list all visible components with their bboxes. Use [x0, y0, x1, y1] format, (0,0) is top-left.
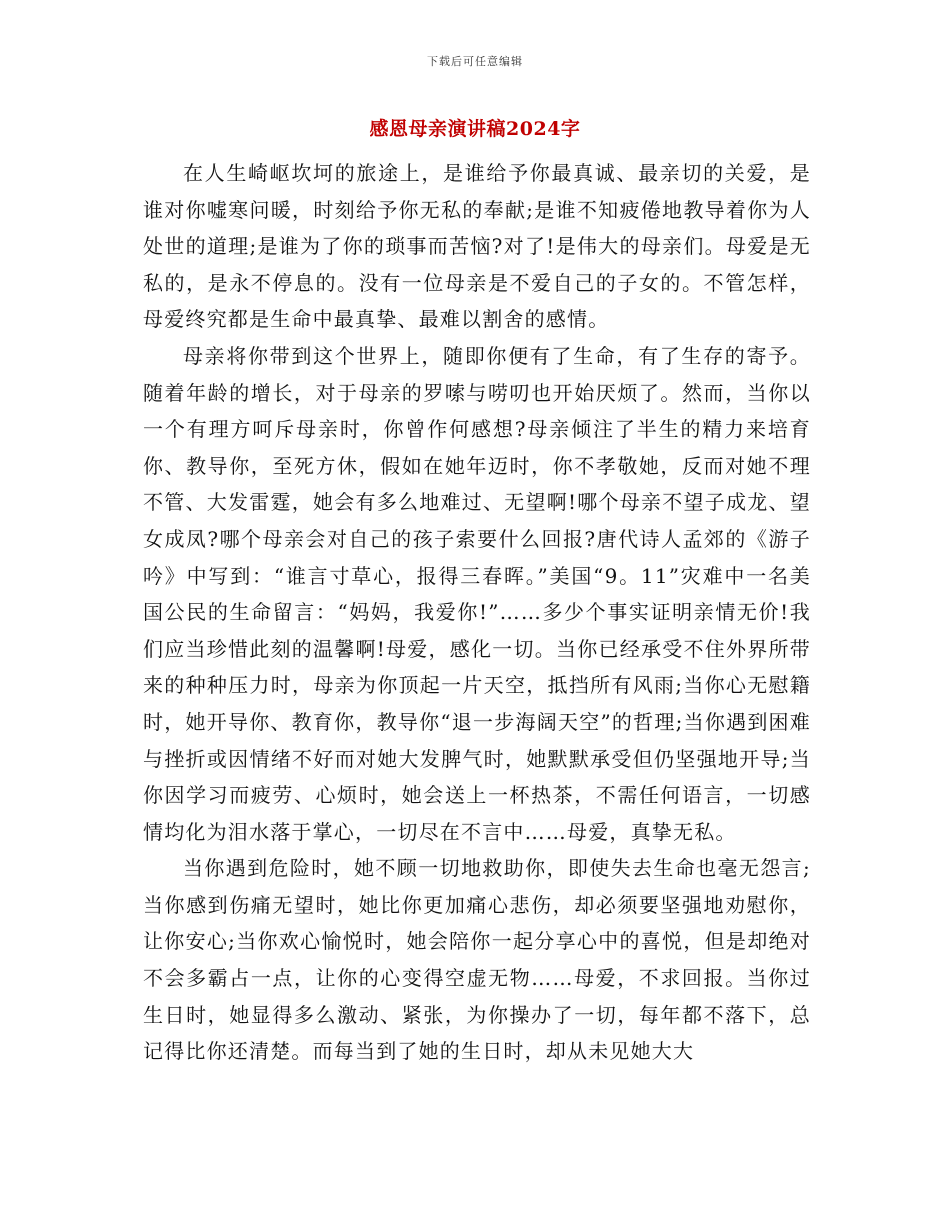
document-title: 感恩母亲演讲稿2024字: [369, 118, 581, 140]
document-body: [143, 155, 811, 1070]
paragraph: 当你遇到危险时，她不顾一切地救助你，即使失去生命也毫无怨言;当你感到伤痛无望时，她比你更加痛心悲伤，却必须要坚强地劝慰你，让你安心;当你欢心愉悦时，她会陪你一起分享心中的喜悦，但是却绝对不会多霸占一点，让你的心变得空虚无物……母爱，不求回报。当你过生日时，她显得多么激动、紧张，为你操办了一切，每年都不落下，总记得比你还清楚。而每当到了她的生日时，却从未见她大大: [143, 856, 811, 1064]
paragraph: 在人生崎岖坎坷的旅途上，是谁给予你最真诚、最亲切的关爱，是谁对你嘘寒问暖，时刻给予你无私的奉献;是谁不知疲倦地教导着你为人处世的道理;是谁为了你的琐事而苦恼?对了!是伟大的母亲们。母爱是无私的，是永不停息的。没有一位母亲是不爱自己的子女的。不管怎样，母爱终究都是生命中最真挚、最难以割舍的感情。: [143, 161, 811, 332]
paragraph: 母亲将你带到这个世界上，随即你便有了生命，有了生存的寄予。随着年龄的增长，对于母亲的罗嗦与唠叨也开始厌烦了。然而，当你以一个有理方呵斥母亲时，你曾作何感想?母亲倾注了半生的精力来培育你、教导你，至死方休，假如在她年迈时，你不孝敬她，反而对她不理不管、大发雷霆，她会有多么地难过、无望啊!哪个母亲不望子成龙、望女成凤?哪个母亲会对自己的孩子索要什么回报?唐代诗人孟郊的《游子吟》中写到：“谁言寸草心，报得三春晖。”美国“9。11”灾难中一名美国公民的生命留言：“妈妈，我爱你!”……多少个事实证明亲情无价!我们应当珍惜此刻的温馨啊!母爱，感化一切。当你已经承受不住外界所带来的种种压力时，母亲为你顶起一片天空，抵挡所有风雨;当你心无慰籍时，她开导你、教育你，教导你“退一步海阔天空”的哲理;当你遇到困难与挫折或因情绪不好而对她大发脾气时，她默默承受但仍坚强地开导;当你因学习而疲劳、心烦时，她会送上一杯热茶，不需任何语言，一切感情均化为泪水落于掌心，一切尽在不言中……母爱，真挚无私。: [143, 343, 811, 844]
header-note: 下载后可任意编辑: [427, 55, 523, 68]
